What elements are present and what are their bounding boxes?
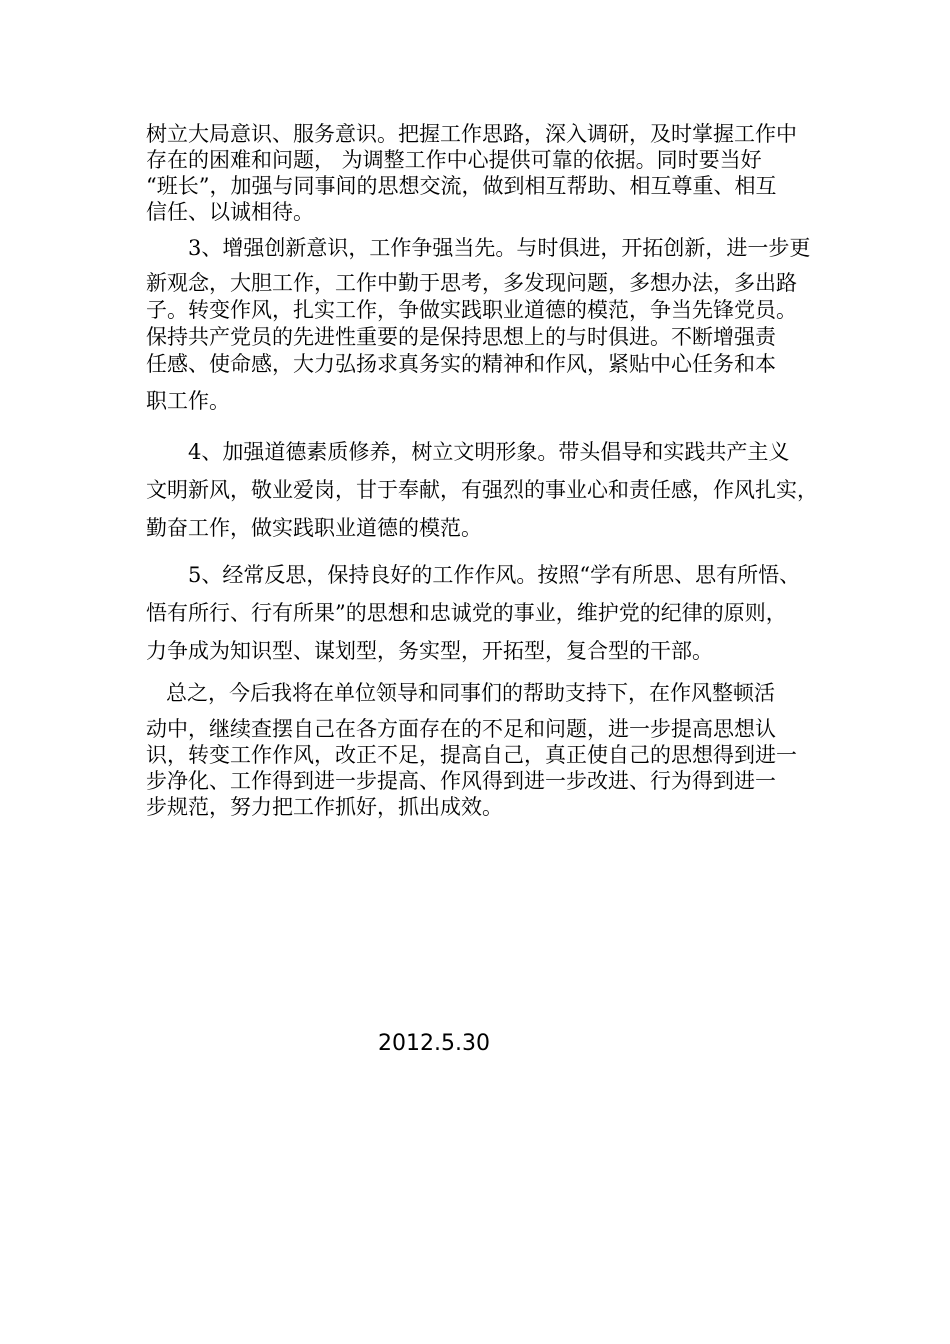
text-line: 悟有所行、行有所果”的思想和忠诚党的事业，维护党的纪律的原则，	[146, 601, 787, 625]
paragraph-summary	[146, 680, 806, 820]
text-line: 文明新风，敬业爱岗，甘于奉献，有强烈的事业心和责任感，作风扎实，	[146, 478, 818, 502]
text-line: 5、经常反思，保持良好的工作作风。按照“学有所思、思有所悟、	[188, 563, 801, 587]
text-line: 新观念，大胆工作，工作中勤于思考，多发现问题，多想办法，多出路	[146, 271, 797, 295]
text-line: 总之，今后我将在单位领导和同事们的帮助支持下，在作风整顿活	[166, 681, 775, 705]
paragraph-item-4	[146, 433, 818, 547]
text-line: 任感、使命感，大力弘扬求真务实的精神和作风，紧贴中心任务和本	[146, 352, 776, 376]
text-line: 步净化、工作得到进一步提高、作风得到进一步改进、行为得到进一	[146, 769, 776, 793]
paragraph-item-5	[146, 556, 806, 670]
text-line: 4、加强道德素质修养，树立文明形象。带头倡导和实践共产主义	[188, 440, 790, 464]
text-line: 动中，继续查摆自己在各方面存在的不足和问题，进一步提高思想认	[146, 717, 776, 741]
text-line: 树立大局意识、服务意识。把握工作思路，深入调研，及时掌握工作中	[146, 122, 797, 146]
text-line: 3、增强创新意识，工作争强当先。与时俱进，开拓创新，进一步更	[188, 236, 811, 260]
text-line: 职工作。	[146, 389, 230, 413]
text-line: 信任、以诚相待。	[146, 200, 314, 224]
text-line: 力争成为知识型、谋划型，务实型，开拓型，复合型的干部。	[146, 639, 713, 663]
text-line: 步规范，努力把工作抓好，抓出成效。	[146, 795, 503, 819]
paragraph-teamwork	[146, 121, 806, 225]
text-line: 勤奋工作，做实践职业道德的模范。	[146, 516, 482, 540]
document-date: 2012.5.30	[378, 1031, 490, 1056]
text-line: 子。转变作风，扎实工作，争做实践职业道德的模范，争当先锋党员。	[146, 298, 797, 322]
text-line: “班长”，加强与同事间的思想交流，做到相互帮助、相互尊重、相互	[146, 174, 777, 198]
text-line: 保持共产党员的先进性重要的是保持思想上的与时俱进。不断增强责	[146, 325, 776, 349]
text-line: 识，转变工作作风，改正不足，提高自己，真正使自己的思想得到进一	[146, 743, 797, 767]
paragraph-item-3	[146, 235, 811, 415]
text-line: 存在的困难和问题， 为调整工作中心提供可靠的依据。同时要当好	[146, 148, 762, 172]
